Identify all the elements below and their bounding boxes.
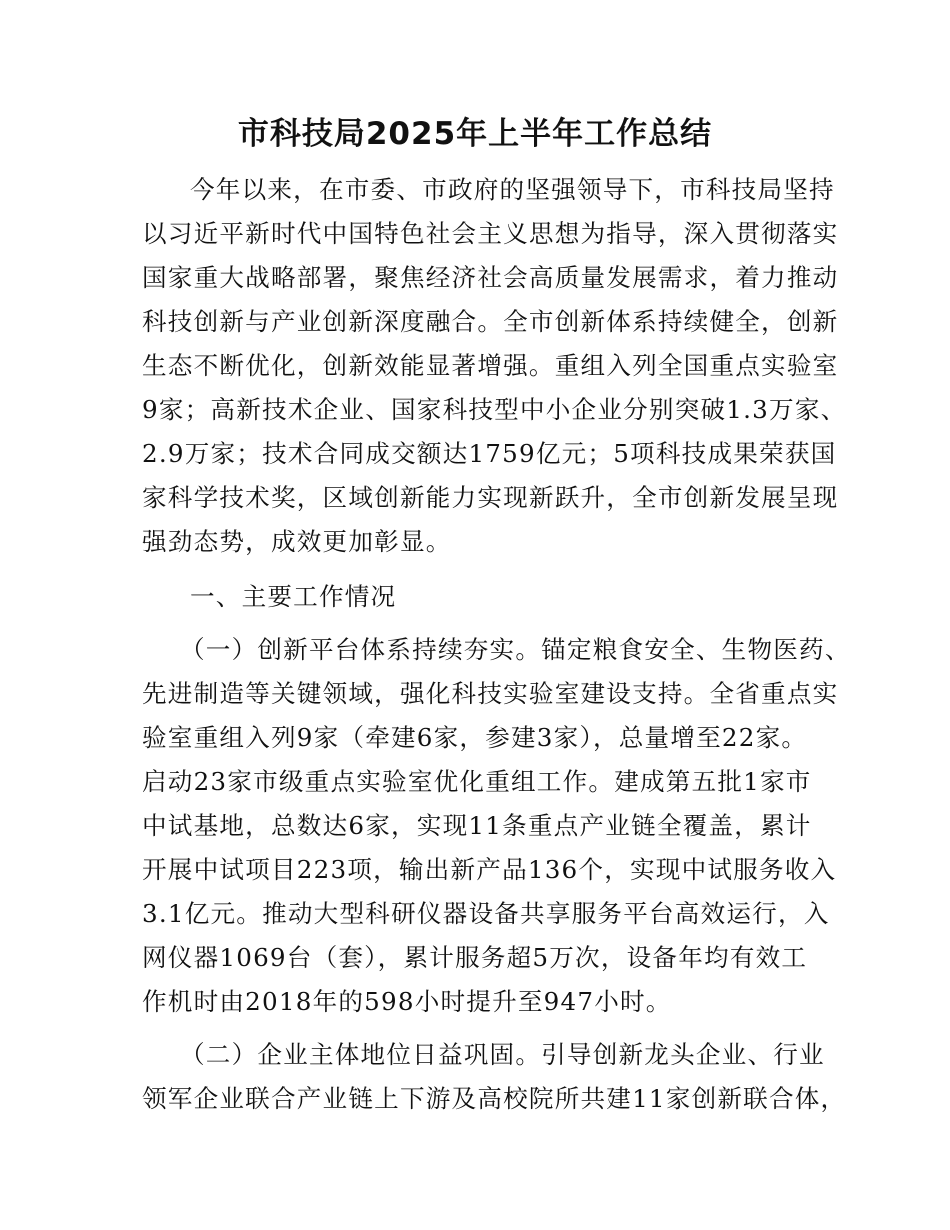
text-line: 国家重大战略部署，聚焦经济社会高质量发展需求，着力推动 xyxy=(142,263,839,292)
text-line: 9家；高新技术企业、国家科技型中小企业分别突破1.3万家、 xyxy=(142,395,847,424)
text-line: 强劲态势，成效更加彰显。 xyxy=(142,527,452,556)
text-line: （一）创新平台体系持续夯实。锚定粮食安全、生物医药、 xyxy=(180,635,851,664)
document-title: 市科技局2025年上半年工作总结 xyxy=(237,116,713,152)
text-line: 中试基地，总数达6家，实现11条重点产业链全覆盖，累计 xyxy=(142,811,812,840)
text-line: （二）企业主体地位日益巩固。引导创新龙头企业、行业 xyxy=(180,1040,825,1069)
text-line: 启动23家市级重点实验室优化重组工作。建成第五批1家市 xyxy=(142,767,812,796)
text-line: 今年以来，在市委、市政府的坚强领导下，市科技局坚持 xyxy=(190,175,835,204)
text-line: 领军企业联合产业链上下游及高校院所共建11家创新联合体， xyxy=(142,1084,847,1113)
text-line: 科技创新与产业创新深度融合。全市创新体系持续健全，创新 xyxy=(142,307,839,336)
text-line: 开展中试项目223项，输出新产品136个，实现中试服务收入 xyxy=(142,855,837,884)
text-line: 验室重组入列9家（牵建6家，参建3家），总量增至22家。 xyxy=(142,723,808,752)
text-line: 以习近平新时代中国特色社会主义思想为指导，深入贯彻落实 xyxy=(142,219,839,248)
text-line: 家科学技术奖，区域创新能力实现新跃升，全市创新发展呈现 xyxy=(142,483,839,512)
section-heading: 一、主要工作情况 xyxy=(190,582,397,611)
text-line: 3.1亿元。推动大型科研仪器设备共享服务平台高效运行，入 xyxy=(142,899,830,928)
text-line: 2.9万家；技术合同成交额达1759亿元；5项科技成果荣获国 xyxy=(142,439,837,468)
text-line: 先进制造等关键领域，强化科技实验室建设支持。全省重点实 xyxy=(142,679,839,708)
text-line: 生态不断优化，创新效能显著增强。重组入列全国重点实验室 xyxy=(142,351,839,380)
text-line: 网仪器1069台（套），累计服务超5万次，设备年均有效工 xyxy=(142,943,808,972)
text-line: 作机时由2018年的598小时提升至947小时。 xyxy=(142,987,672,1016)
